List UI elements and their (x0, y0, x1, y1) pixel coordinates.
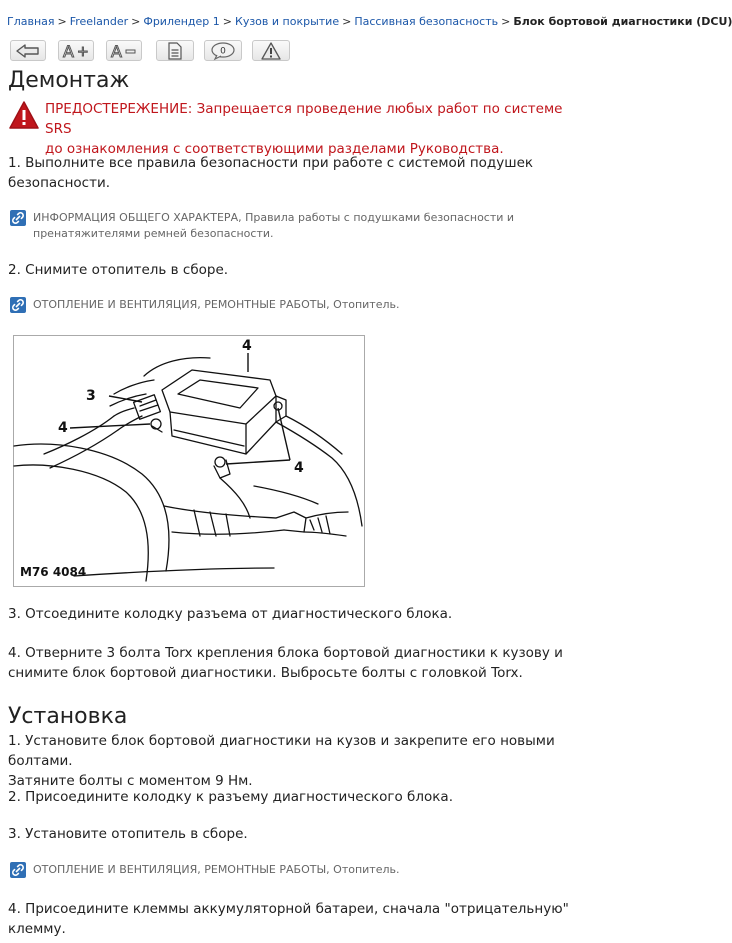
comments-button[interactable] (204, 40, 242, 61)
reference-text: ОТОПЛЕНИЕ И ВЕНТИЛЯЦИЯ, РЕМОНТНЫЕ РАБОТЫ, Отопитель. (33, 863, 400, 876)
link-icon (10, 862, 26, 878)
install-step-4 (8, 899, 588, 939)
breadcrumb-separator: > (501, 15, 511, 28)
install-step-1-line2: Затяните болты с моментом 9 Нм. (8, 773, 253, 789)
breadcrumb-freelander-1[interactable]: Фрилендер 1 (143, 15, 220, 28)
font-decrease-button[interactable] (106, 40, 142, 61)
install-step-2: 2. Присоедините колодку к разъему диагностического блока. (8, 789, 453, 805)
install-step-1 (8, 731, 588, 791)
font-increase-button[interactable] (58, 40, 94, 61)
removal-heading: Демонтаж (8, 68, 130, 93)
warning-line1: Запрещается проведение любых работ по системе SRS (45, 101, 563, 137)
callout-right-4: 4 (294, 460, 304, 476)
breadcrumb-freelander[interactable]: Freelander (69, 15, 129, 28)
back-button[interactable] (10, 40, 46, 61)
warning-line2: до ознакомления с соответствующими разделами Руководства. (45, 141, 504, 157)
report-error-button[interactable] (252, 40, 290, 61)
removal-step-2: 2. Снимите отопитель в сборе. (8, 262, 229, 278)
removal-step-1-line1: 1. Выполните все правила безопасности при работе с системой подушек (8, 155, 534, 171)
svg-text:+: + (77, 44, 89, 60)
print-button[interactable] (156, 40, 194, 61)
removal-step-4-line2: снимите блок бортовой диагностики. Выбросьте болты с головкой Torx. (8, 665, 523, 681)
warning-text (45, 99, 593, 159)
font-increase-icon (61, 42, 91, 59)
technical-drawing (14, 336, 364, 586)
warning-label: ПРЕДОСТЕРЕЖЕНИЕ: (45, 101, 193, 117)
svg-text:A: A (111, 42, 122, 61)
diagnostic-unit-illustration (13, 335, 365, 587)
breadcrumb-passive-safety[interactable]: Пассивная безопасность (354, 15, 499, 28)
breadcrumb-separator: > (131, 15, 141, 28)
install-step-4-line1: 4. Присоедините клеммы аккумуляторной батареи, сначала "отрицательную" (8, 901, 569, 917)
breadcrumb (7, 15, 732, 28)
removal-step-1-line2: безопасности. (8, 175, 111, 191)
install-step-4-line2: клемму. (8, 921, 66, 937)
removal-step-4 (8, 643, 588, 683)
reference-line1: ИНФОРМАЦИЯ ОБЩЕГО ХАРАКТЕРА, Правила работы с подушками безопасности и (33, 211, 515, 224)
svg-text:A: A (63, 42, 74, 61)
warning-icon (261, 42, 281, 60)
callout-3: 3 (86, 388, 96, 404)
back-arrow-icon (15, 43, 41, 59)
warning-box (8, 100, 593, 157)
callout-top-4: 4 (242, 338, 252, 354)
breadcrumb-separator: > (222, 15, 233, 28)
reference-text (33, 210, 588, 242)
document-icon (167, 42, 183, 60)
breadcrumb-home[interactable]: Главная (7, 15, 55, 28)
font-decrease-icon (109, 42, 139, 59)
installation-heading: Установка (8, 704, 128, 729)
link-icon (10, 210, 26, 226)
install-step-3: 3. Установите отопитель в сборе. (8, 826, 248, 842)
breadcrumb-current: Блок бортовой диагностики (DCU) (513, 15, 732, 28)
callout-left-4: 4 (58, 420, 68, 436)
reference-line2: пренатяжителями ремней безопасности. (33, 227, 274, 240)
speech-bubble-icon (210, 42, 236, 60)
comments-count: 0 (220, 46, 226, 56)
breadcrumb-body[interactable]: Кузов и покрытие (235, 15, 340, 28)
warning-triangle-icon (8, 100, 40, 130)
removal-step-1 (8, 153, 588, 193)
figure-code: M76 4084 (20, 565, 87, 579)
install-step-1-line1: 1. Установите блок бортовой диагностики на кузов и закрепите его новыми болтами. (8, 733, 555, 769)
reference-text: ОТОПЛЕНИЕ И ВЕНТИЛЯЦИЯ, РЕМОНТНЫЕ РАБОТЫ, Отопитель. (33, 298, 400, 311)
removal-step-3: 3. Отсоедините колодку разъема от диагностического блока. (8, 606, 453, 622)
breadcrumb-separator: > (57, 15, 67, 28)
link-icon (10, 297, 26, 313)
breadcrumb-separator: > (342, 15, 352, 28)
removal-step-4-line1: 4. Отверните 3 болта Torx крепления блока бортовой диагностики к кузову и (8, 645, 563, 661)
